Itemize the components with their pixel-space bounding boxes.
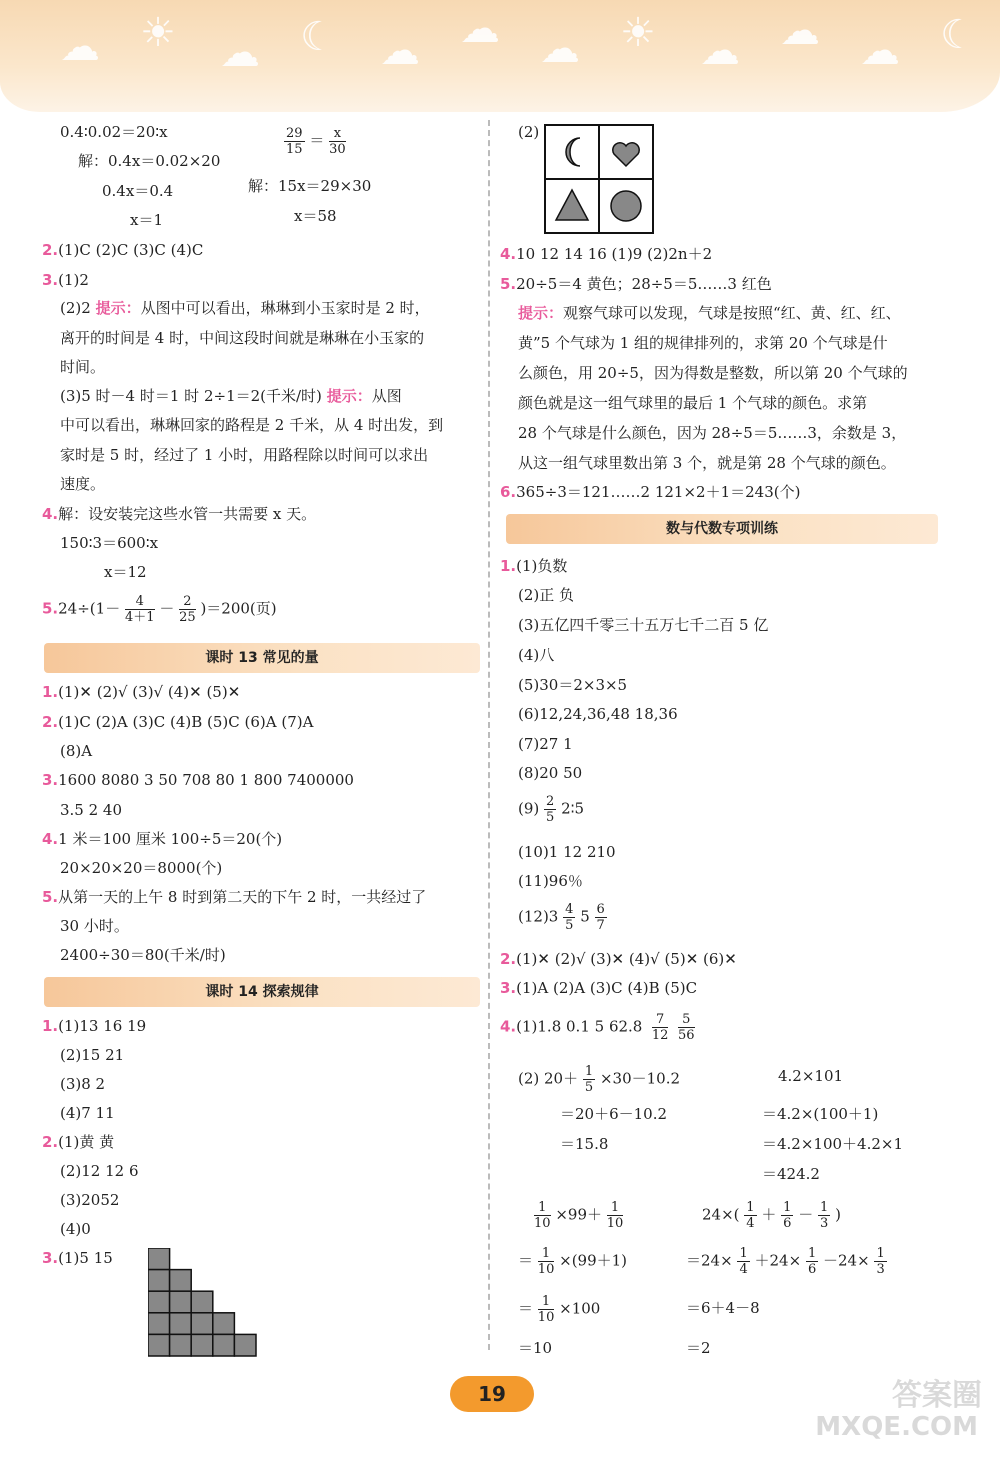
calc-line: ＝20＋6－10.2 — [560, 1105, 668, 1123]
answer-line: 28 个气球是什么颜色，因为 28÷5＝5……3，余数是 3， — [518, 424, 907, 442]
answer-line: (4)八 — [518, 646, 555, 664]
calc-line: ＝ $\frac{1}{10}$ ×100 — [518, 1294, 601, 1325]
section-header: 数与代数专项训练 — [506, 514, 938, 544]
calc-line: 4.2×101 — [778, 1067, 844, 1085]
answer-line: 1.(1)负数 — [500, 557, 568, 575]
answer-line: 4.解：设安装完这些水管一共需要 x 天。 — [42, 505, 317, 523]
page-number: 19 — [450, 1376, 534, 1412]
answer-line: (2)15 21 — [60, 1046, 125, 1064]
answer-line: 3.(1)5 15 — [42, 1249, 113, 1267]
cloud-icon: ☁ — [460, 6, 500, 52]
calc-line: ＝4.2×100＋4.2×1 — [762, 1135, 904, 1153]
cloud-icon: ☁ — [380, 28, 420, 74]
shape-grid-figure — [544, 124, 654, 234]
section-header: 课时 14 探索规律 — [44, 977, 480, 1007]
calc-line: ＝ $\frac{1}{10}$ ×(99＋1) — [518, 1246, 628, 1277]
section-header: 课时 13 常见的量 — [44, 643, 480, 673]
answer-line: (8)20 50 — [518, 764, 583, 782]
answer-line: 5.24÷(1－ $\frac{4}{4+1}$ － $\frac{2}{25}$ )＝200(页) — [42, 594, 277, 625]
calc-line: ＝10 — [518, 1339, 553, 1357]
cloud-icon: ☁ — [860, 28, 900, 74]
eq-line: 解：15x＝29×30 — [248, 177, 372, 195]
staircase-grid-figure — [148, 1248, 260, 1360]
answer-line: (3)2052 — [60, 1191, 120, 1209]
answer-line: 2400÷30＝80(千米/时) — [60, 946, 226, 964]
answer-line: 3.(1)2 — [42, 271, 89, 289]
eq-line: 解：0.4x＝0.02×20 — [78, 152, 221, 170]
calc-line: ＝6＋4－8 — [686, 1299, 760, 1317]
header-banner — [0, 0, 1000, 112]
eq-line: x＝1 — [130, 211, 164, 229]
answer-line: 5.从第一天的上午 8 时到第二天的下午 2 时，一共经过了 — [42, 888, 427, 906]
answer-line: 速度。 — [60, 475, 106, 493]
fraction-equation: $\frac{29}{15}$ ＝ $\frac{x}{30}$ — [286, 126, 346, 157]
sun-icon: ☀ — [620, 10, 656, 56]
sun-icon: ☀ — [140, 10, 176, 56]
answer-line: (2)12 12 6 — [60, 1162, 139, 1180]
cloud-icon: ☁ — [780, 8, 820, 54]
answer-line: 4.(1)1.8 0.1 5 62.8 $\frac{7}{12}$ $\frac{5}{56}$ — [500, 1012, 695, 1043]
answer-line: (7)27 1 — [518, 735, 573, 753]
answer-line: 1.(1)13 16 19 — [42, 1017, 147, 1035]
answer-line: 4.1 米＝100 厘米 100÷5＝20(个) — [42, 830, 283, 848]
eq-line: 0.4∶0.02＝20∶x — [60, 123, 168, 141]
answer-line: 3.1600 8080 3 50 708 80 1 800 7400000 — [42, 771, 354, 789]
answer-line: (3)5 时－4 时＝1 时 2÷1＝2(千米/时) 提示：从图 — [60, 387, 402, 405]
answer-line: 4.10 12 14 16 (1)9 (2)2n＋2 — [500, 245, 713, 263]
answer-line: (9) $\frac{2}{5}$ 2∶5 — [518, 794, 585, 825]
calc-line: 24×( $\frac{1}{4}$ ＋ $\frac{1}{6}$ － $\frac{1}{3}$ ) — [702, 1200, 841, 1231]
answer-line: 么颜色，用 20÷5，因为得数是整数，所以第 20 个气球的 — [518, 364, 908, 382]
circle-shape — [611, 191, 641, 221]
answer-line: 从这一组气球里数出第 3 个，就是第 28 个气球的颜色。 — [518, 454, 896, 472]
answer-line: (2)正 负 — [518, 586, 575, 604]
answer-line: 2.(1)C (2)C (3)C (4)C — [42, 241, 204, 259]
answer-line: (3)五亿四千零三十五万七千二百 5 亿 — [518, 616, 769, 634]
answer-line: 2.(1)✕ (2)√ (3)✕ (4)√ (5)✕ (6)✕ — [500, 950, 737, 968]
calc-line: ＝424.2 — [762, 1165, 820, 1183]
answer-line: (4)0 — [60, 1220, 91, 1238]
cloud-icon: ☁ — [540, 26, 580, 72]
column-divider — [488, 120, 490, 1350]
cloud-icon: ☁ — [220, 30, 260, 76]
moon-icon: ☾ — [940, 12, 976, 58]
eq-line: x＝58 — [294, 207, 337, 225]
answer-line: x＝12 — [104, 563, 147, 581]
answer-line: 5.20÷5＝4 黄色；28÷5＝5……3 红色 — [500, 275, 772, 293]
calc-line: ＝24× $\frac{1}{4}$ ＋24× $\frac{1}{6}$ －24× $\frac{1}{3}$ — [686, 1246, 885, 1277]
calc-line: (2) 20＋ $\frac{1}{5}$ ×30－10.2 — [518, 1064, 681, 1095]
moon-icon: ☾ — [300, 14, 336, 60]
answer-line: (2) — [518, 123, 540, 141]
answer-line: (2)2 提示：从图中可以看出，琳琳到小玉家时是 2 时， — [60, 299, 430, 317]
answer-line: (10)1 12 210 — [518, 843, 616, 861]
answer-line: (4)7 11 — [60, 1104, 115, 1122]
answer-line: 3.5 2 40 — [60, 801, 123, 819]
answer-line: 时间。 — [60, 358, 106, 376]
cloud-icon: ☁ — [700, 28, 740, 74]
answer-line: (6)12,24,36,48 18,36 — [518, 705, 678, 723]
answer-line: 20×20×20＝8000(个) — [60, 859, 223, 877]
eq-line: 0.4x＝0.4 — [102, 182, 174, 200]
answer-line: 1.(1)✕ (2)√ (3)√ (4)✕ (5)✕ — [42, 683, 241, 701]
watermark-url: MXQE.COM — [815, 1412, 978, 1442]
answer-line: 中可以看出，琳琳回家的路程是 2 千米，从 4 时出发，到 — [60, 416, 444, 434]
answer-line: 2.(1)黄 黄 — [42, 1133, 115, 1151]
answer-line: 150∶3＝600∶x — [60, 534, 159, 552]
answer-line: 30 小时。 — [60, 917, 129, 935]
watermark-logo: 答案圈 — [892, 1378, 982, 1413]
answer-line: (3)8 2 — [60, 1075, 106, 1093]
answer-line: 6.365÷3＝121……2 121×2＋1＝243(个) — [500, 483, 801, 501]
answer-line: 离开的时间是 4 时，中间这段时间就是琳琳在小玉家的 — [60, 329, 425, 347]
answer-line: (11)96％ — [518, 872, 583, 890]
answer-line: (8)A — [60, 742, 93, 760]
calc-line: ＝2 — [686, 1339, 711, 1357]
answer-line: (5)30＝2×3×5 — [518, 676, 628, 694]
answer-line: 家时是 5 时，经过了 1 小时，用路程除以时间可以求出 — [60, 446, 429, 464]
calc-line: ＝4.2×(100＋1) — [762, 1105, 879, 1123]
answer-line: 3.(1)A (2)A (3)C (4)B (5)C — [500, 979, 698, 997]
answer-line: 提示：观察气球可以发现，气球是按照“红、黄、红、红、 — [518, 304, 901, 322]
calc-line: ＝15.8 — [560, 1135, 609, 1153]
answer-line: 2.(1)C (2)A (3)C (4)B (5)C (6)A (7)A — [42, 713, 314, 731]
answer-line: (12)3 $\frac{4}{5}$ 5 $\frac{6}{7}$ — [518, 902, 605, 933]
cloud-icon: ☁ — [60, 24, 100, 70]
calc-line: $\frac{1}{10}$ ×99＋ $\frac{1}{10}$ — [534, 1200, 624, 1231]
answer-line: 黄”5 个气球为 1 组的规律排列的，求第 20 个气球是什 — [518, 334, 888, 352]
answer-line: 颜色就是这一组气球里的最后 1 个气球的颜色。求第 — [518, 394, 868, 412]
